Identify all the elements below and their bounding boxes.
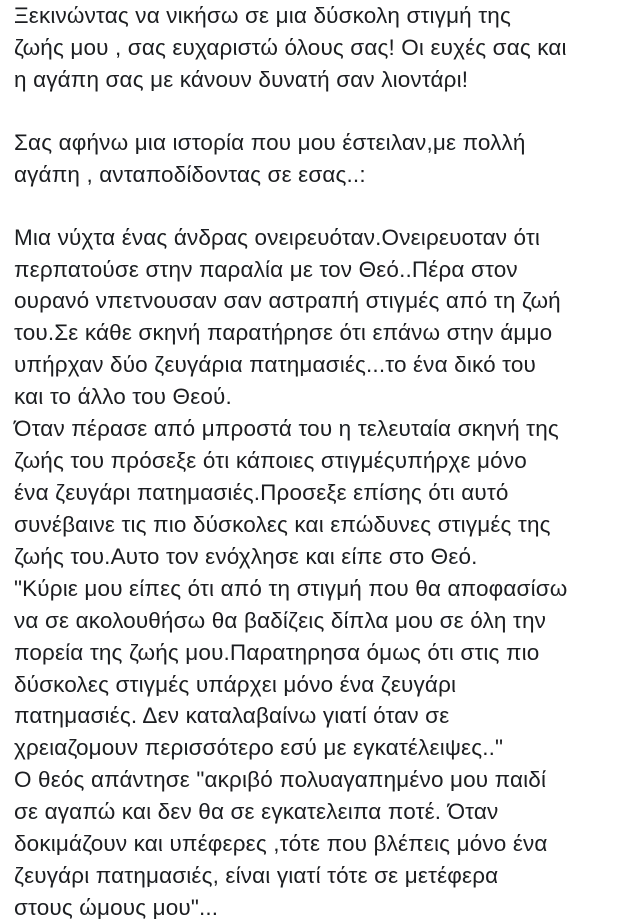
post-text-line: η αγάπη σας με κάνουν δυνατή σαν λιοντάρι! <box>14 66 469 92</box>
post-text-line: στους ώμους μου"... <box>14 895 219 920</box>
post-text-line: Ο θεός απάντησε "ακριβό πολυαγαπημένο μου παιδί <box>14 767 547 793</box>
post-text-line: του.Σε κάθε σκηνή παρατήρησε ότι επάνω στην άμμο <box>14 320 553 346</box>
post-text-line: ζωής του.Αυτο τον ενόχλησε και είπε στο Θεό. <box>14 543 478 569</box>
post-text-line: ζωής μου , σας ευχαριστώ όλους σας! Οι ευχές σας και <box>14 34 567 60</box>
post-text-line: σε αγαπώ και δεν θα σε εγκατελειπα ποτέ. Όταν <box>14 799 499 825</box>
post-text-line: Όταν πέρασε από μπροστά του η τελευταία σκηνή της <box>14 416 559 442</box>
post-text-line: υπήρχαν δύο ζευγάρια πατημασιές...το ένα δικό του <box>14 352 536 378</box>
post-text-line: δύσκολες στιγμές υπάρχει μόνο ένα ζευγάρι <box>14 671 457 697</box>
post-text-line: Μια νύχτα ένας άνδρας ονειρευόταν.Ονειρευοταν ότι <box>14 224 541 250</box>
post-text-line: αγάπη , ανταποδίδοντας σε εσας..: <box>14 161 366 187</box>
post-text-line: ουρανό νπετνουσαν σαν αστραπή στιγμές από τη ζωή <box>14 288 561 314</box>
post-text-line: και το άλλο του Θεού. <box>14 384 232 410</box>
post-text-line: πατημασιές. Δεν καταλαβαίνω γιατί όταν σε <box>14 703 450 729</box>
post-text-line: περπατούσε στην παραλία με τον Θεό..Πέρα στον <box>14 256 518 282</box>
post-text-line: ζωής του πρόσεξε ότι κάποιες στιγμέςυπήρχε μόνο <box>14 448 527 474</box>
post-text-line: Σας αφήνω μια ιστορία που μου έστειλαν,με πολλή <box>14 129 526 155</box>
post-text-line: χρειαζομουν περισσότερο εσύ με εγκατέλειψες.." <box>14 735 504 761</box>
post-text-line: "Κύριε μου είπες ότι από τη στιγμή που θα αποφασίσω <box>14 575 568 601</box>
post-text-line: Ξεκινώντας να νικήσω σε μια δύσκολη στιγμή της <box>14 3 511 28</box>
post-text-line: πορεία της ζωής μου.Παρατηρησα όμως ότι στις πιο <box>14 639 540 665</box>
post-text-line: συνέβαινε τις πιο δύσκολες και επώδυνες στιγμές της <box>14 511 551 537</box>
post-text-line: να σε ακολουθήσω θα βαδίζεις δίπλα μου σε όλη την <box>14 607 547 633</box>
post-text-line: ένα ζευγάρι πατημασιές.Προσεξε επίσης ότι αυτό <box>14 480 509 505</box>
post-text-line: δοκιμάζουν και υπέφερες ,τότε που βλέπεις μόνο ένα <box>14 831 548 857</box>
post-text-line: ζευγάρι πατημασιές, είναι γιατί τότε σε μετέφερα <box>14 863 499 889</box>
